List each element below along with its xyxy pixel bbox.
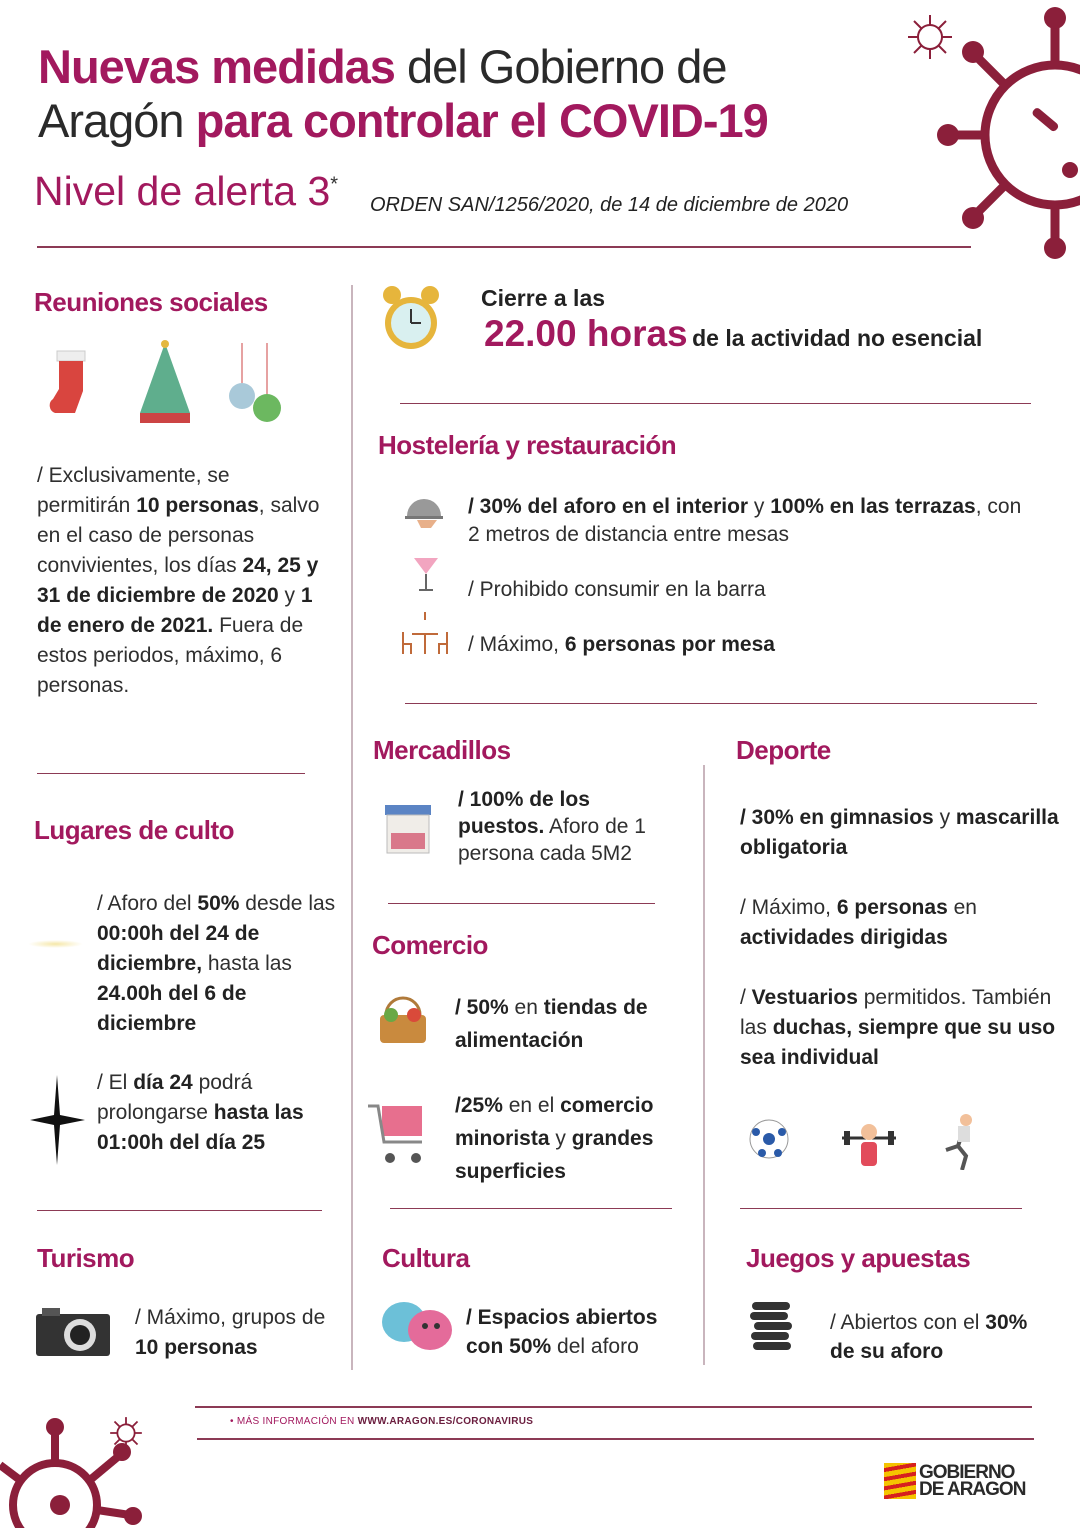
column-divider xyxy=(703,765,705,1365)
hosteleria-item-1: / 30% del aforo en el interior y 100% en las terrazas, con 2 metros de distancia entre mesas xyxy=(468,495,1022,546)
juegos-text: / Abiertos con el 30% de su aforo xyxy=(830,1311,1028,1363)
section-title-hosteleria: Hostelería y restauración xyxy=(378,430,677,460)
title-bold: Nuevas medidas xyxy=(38,40,395,93)
cocktail-icon xyxy=(412,552,440,594)
theater-masks-icon xyxy=(380,1300,456,1352)
cierre-time: 22.00 horas de la actividad no esencial xyxy=(484,313,983,354)
market-stall-icon xyxy=(383,803,433,855)
ornaments-icon xyxy=(225,338,285,428)
orden-reference: ORDEN SAN/1256/2020, de 14 de diciembre de 2020 xyxy=(370,194,849,216)
alarm-clock-icon xyxy=(380,283,442,358)
small-virus-icon-bottom xyxy=(108,1415,144,1451)
christmas-stocking-icon xyxy=(45,343,100,425)
hosteleria-item-3: / Máximo, 6 personas por mesa xyxy=(468,633,775,656)
table-chairs-icon xyxy=(400,612,450,657)
weightlifter-icon xyxy=(840,1118,898,1168)
poker-chips-icon xyxy=(748,1300,794,1358)
culto-item-1: / Aforo del 50% desde las 00:00h del 24 de diciembre, hasta las 24.00h del 6 de diciembre xyxy=(97,892,336,1035)
divider xyxy=(405,703,1037,704)
divider xyxy=(740,1208,1022,1209)
divider xyxy=(37,246,971,248)
cultura-text: / Espacios abiertos con 50% del aforo xyxy=(466,1306,658,1358)
section-title-culto: Lugares de culto xyxy=(34,815,235,845)
divider xyxy=(197,1438,1034,1440)
christmas-tree-icon xyxy=(135,338,195,428)
shopping-cart-icon xyxy=(368,1100,432,1166)
reuniones-text: / Exclusivamente, se permitirán 10 personas, salvo en el caso de personas convivientes, los días 24, 25 y 31 de diciembre de 2020 y 1 de enero de 2021. Fuera de estos periodos, máximo, 6 personas. xyxy=(37,464,320,697)
divider xyxy=(37,1210,322,1211)
runner-icon xyxy=(942,1112,978,1170)
divider xyxy=(37,773,305,774)
mercadillos-text: / 100% de los puestos. Aforo de 1 persona cada 5M2 xyxy=(458,788,646,865)
deporte-item-2: / Máximo, 6 personas en actividades dirigidas xyxy=(740,896,977,949)
divider xyxy=(388,903,655,904)
grocery-basket-icon xyxy=(376,993,430,1047)
turismo-text: / Máximo, grupos de 10 personas xyxy=(135,1306,326,1359)
cierre-pre: Cierre a las xyxy=(481,285,606,311)
divider xyxy=(195,1406,1032,1408)
glow-icon xyxy=(28,940,83,948)
section-title-reuniones: Reuniones sociales xyxy=(34,287,268,317)
divider xyxy=(400,403,1031,404)
section-title-cultura: Cultura xyxy=(382,1243,470,1273)
hosteleria-item-2: / Prohibido consumir en la barra xyxy=(468,578,766,601)
section-title-turismo: Turismo xyxy=(37,1243,135,1273)
camera-icon xyxy=(36,1308,110,1356)
section-title-juegos: Juegos y apuestas xyxy=(746,1243,971,1273)
cloche-icon xyxy=(403,490,445,530)
alert-level: Nivel de alerta 3* xyxy=(34,168,339,214)
star-icon xyxy=(30,1075,85,1165)
more-info: • MÁS INFORMACIÓN EN WWW.ARAGON.ES/CORONAVIRUS xyxy=(230,1416,534,1427)
gobierno-aragon-logo: GOBIERNO DE ARAGON xyxy=(884,1463,1039,1499)
comercio-item-2: /25% en el comercio minorista y grandes superficies xyxy=(455,1094,654,1183)
comercio-item-1: / 50% en tiendas de alimentación xyxy=(455,996,648,1052)
section-title-comercio: Comercio xyxy=(372,930,488,960)
section-title-deporte: Deporte xyxy=(736,735,831,765)
title-bold: para controlar el COVID-19 xyxy=(195,94,768,147)
small-virus-icon xyxy=(905,12,955,62)
deporte-item-3: / Vestuarios permitidos. También las duchas, siempre que su uso sea individual xyxy=(740,986,1056,1069)
column-divider xyxy=(351,285,353,1370)
divider xyxy=(390,1208,672,1209)
title-plain: del Gobierno de xyxy=(394,40,727,93)
title-plain: Aragón xyxy=(38,94,196,147)
section-title-mercadillos: Mercadillos xyxy=(373,735,511,765)
aragon-flag-icon xyxy=(884,1463,916,1499)
deporte-item-1: / 30% en gimnasios y mascarilla obligatoria xyxy=(740,806,1059,859)
culto-item-2: / El día 24 podrá prolongarse hasta las 01:00h del día 25 xyxy=(97,1071,304,1154)
page-title xyxy=(38,40,768,148)
soccer-ball-icon xyxy=(748,1118,790,1160)
info-link[interactable]: WWW.ARAGON.ES/CORONAVIRUS xyxy=(357,1416,534,1427)
